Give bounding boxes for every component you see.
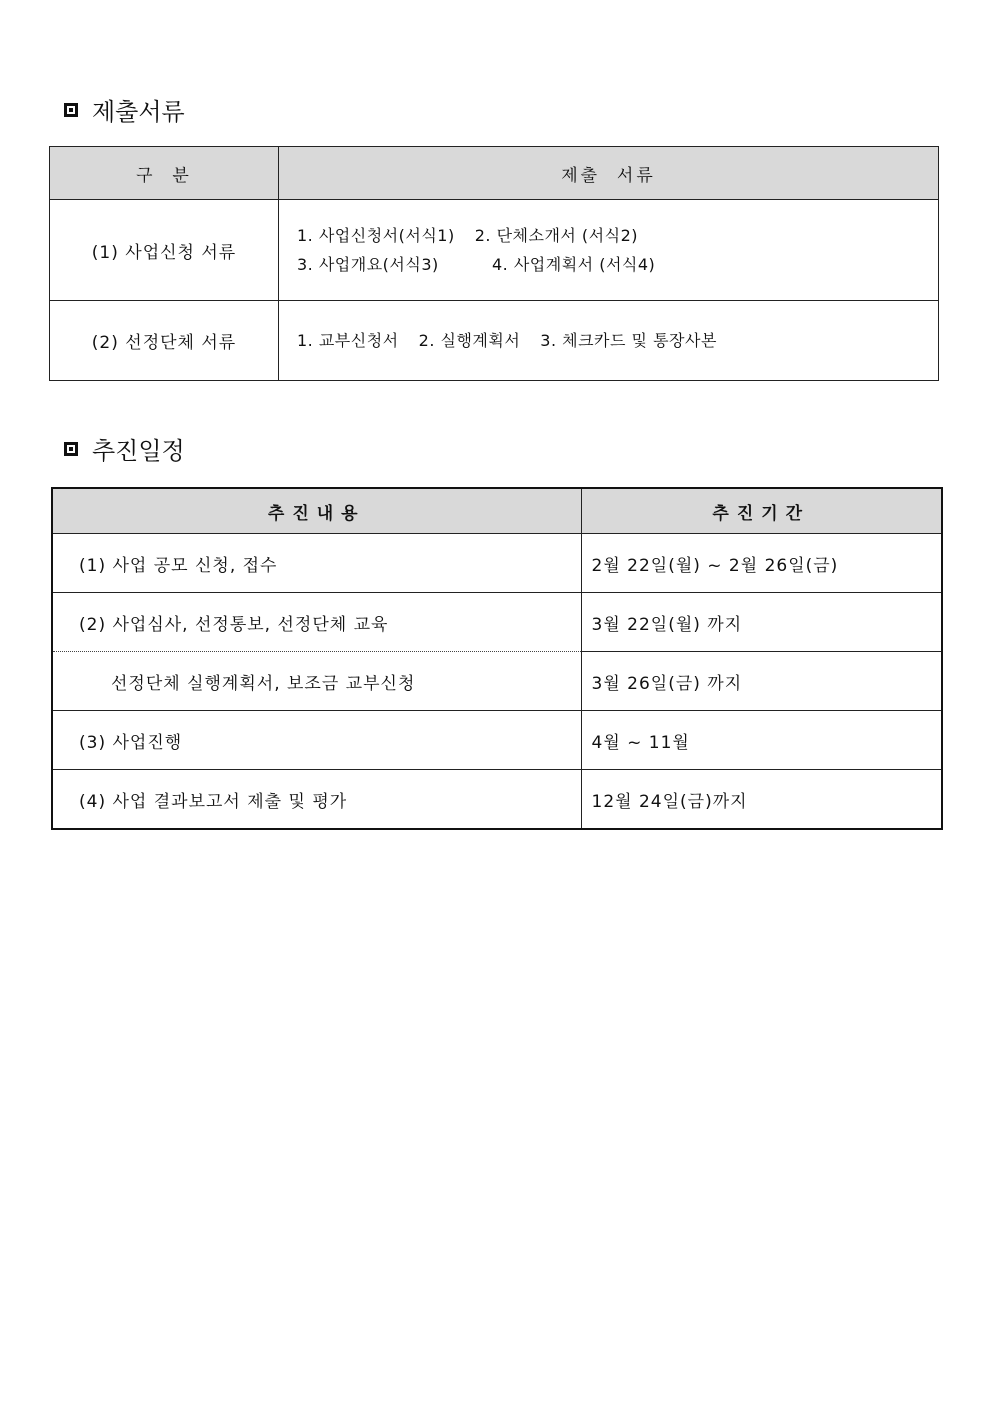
table-row: [52, 593, 942, 652]
table-header-row: [52, 488, 942, 534]
section-title-documents: [64, 92, 185, 127]
doc-item: 1. 사업신청서(서식1): [297, 226, 455, 245]
section-title-text: 추진일정: [92, 437, 185, 465]
schedule-period: 2월 22일(월) ~ 2월 26일(금): [581, 534, 942, 593]
schedule-content: (2) 사업심사, 선정통보, 선정단체 교육: [52, 593, 581, 652]
header-period: 추진기간: [581, 488, 942, 534]
doc-line: [297, 250, 938, 279]
docs-cell: [279, 200, 939, 301]
section-title-schedule: [64, 431, 185, 466]
doc-line: [297, 221, 938, 250]
header-content: 추진내용: [52, 488, 581, 534]
category-cell: (1) 사업신청 서류: [50, 200, 279, 301]
schedule-table: [51, 487, 943, 830]
docs-cell: [279, 301, 939, 381]
schedule-period: 3월 26일(금) 까지: [581, 652, 942, 711]
header-docs: 제출 서류: [279, 147, 939, 200]
schedule-period: 3월 22일(월) 까지: [581, 593, 942, 652]
filled-square-icon: [64, 442, 78, 456]
documents-table: [49, 146, 939, 381]
table-row: [50, 200, 939, 301]
doc-item: 3. 사업개요(서식3): [297, 255, 439, 274]
doc-item: 2. 실행계획서: [418, 331, 521, 350]
section-title-text: 제출서류: [92, 98, 185, 126]
doc-item: 4. 사업계획서 (서식4): [492, 255, 656, 274]
filled-square-icon: [64, 103, 78, 117]
schedule-period: 4월 ~ 11월: [581, 711, 942, 770]
schedule-period: 12월 24일(금)까지: [581, 770, 942, 830]
doc-item: 2. 단체소개서 (서식2): [474, 226, 639, 245]
doc-line: [297, 326, 938, 355]
table-header-row: [50, 147, 939, 200]
schedule-content: 선정단체 실행계획서, 보조금 교부신청: [52, 652, 581, 711]
doc-item: 1. 교부신청서: [297, 331, 399, 350]
doc-item: 3. 체크카드 및 통장사본: [540, 331, 717, 350]
schedule-content: (1) 사업 공모 신청, 접수: [52, 534, 581, 593]
table-row: [52, 652, 942, 711]
table-row: [50, 301, 939, 381]
schedule-content: (4) 사업 결과보고서 제출 및 평가: [52, 770, 581, 830]
category-cell: (2) 선정단체 서류: [50, 301, 279, 381]
table-row: [52, 770, 942, 830]
table-row: [52, 534, 942, 593]
table-row: [52, 711, 942, 770]
schedule-content: (3) 사업진행: [52, 711, 581, 770]
header-category: 구 분: [50, 147, 279, 200]
